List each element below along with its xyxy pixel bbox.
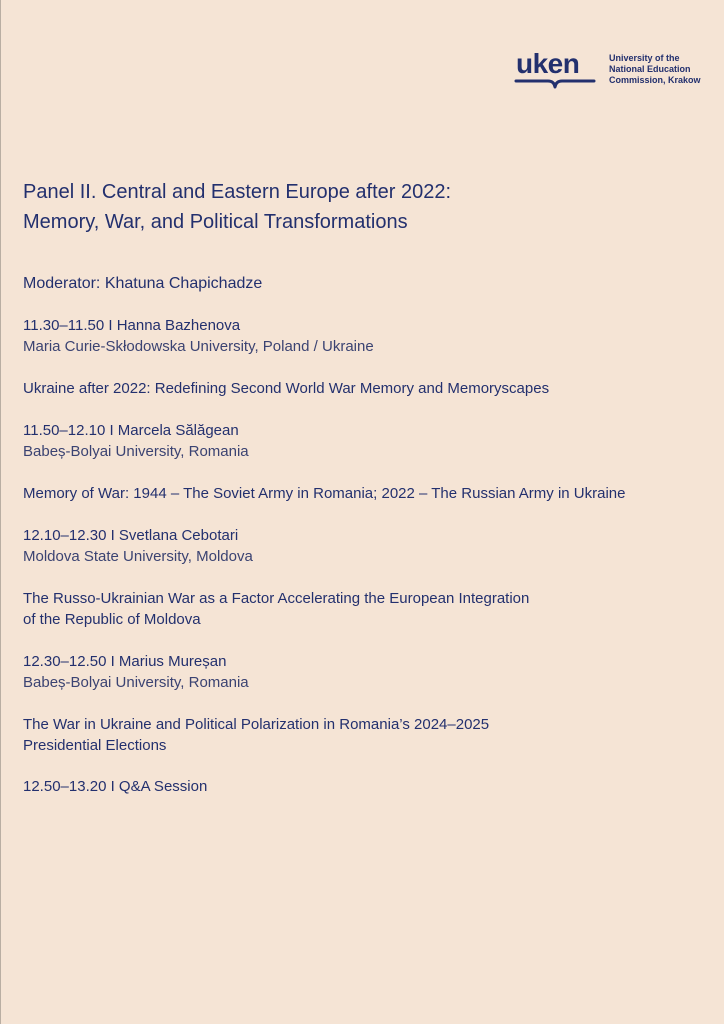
session-talk-title: Ukraine after 2022: Redefining Second World War Memory and Memoryscapes <box>23 380 550 397</box>
session-talk-title: The War in Ukraine and Political Polarization in Romania’s 2024–2025 Presidential Elections <box>23 716 490 754</box>
page-edge <box>0 0 1 1024</box>
session-3 <box>23 526 693 630</box>
qa-session: 12.50–13.20 I Q&A Session <box>23 778 208 795</box>
session-time-speaker: 12.10–12.30 I Svetlana Cebotari <box>23 527 239 544</box>
session-time-speaker: 11.50–12.10 I Marcela Sălăgean <box>23 422 239 439</box>
session-4 <box>23 652 693 756</box>
logo-underline-icon <box>516 79 594 89</box>
session-2 <box>23 421 693 504</box>
uken-logo <box>516 50 706 90</box>
institution-name: University of the National Education Commission, Krakow <box>609 53 701 85</box>
session-talk-title: The Russo-Ukrainian War as a Factor Accelerating the European Integration of the Republic of Moldova <box>23 590 530 628</box>
logo-wordmark: uken <box>516 48 580 79</box>
program-content <box>23 177 693 797</box>
session-affiliation: Moldova State University, Moldova <box>23 548 253 565</box>
session-talk-title: Memory of War: 1944 – The Soviet Army in Romania; 2022 – The Russian Army in Ukraine <box>23 485 626 502</box>
session-1 <box>23 316 693 399</box>
session-time-speaker: 11.30–11.50 I Hanna Bazhenova <box>23 317 241 334</box>
session-affiliation: Maria Curie-Skłodowska University, Poland / Ukraine <box>23 338 374 355</box>
session-affiliation: Babeș-Bolyai University, Romania <box>23 443 249 460</box>
session-time-speaker: 12.30–12.50 I Marius Mureșan <box>23 653 227 670</box>
moderator-line: Moderator: Khatuna Chapichadze <box>23 275 263 292</box>
session-affiliation: Babeș-Bolyai University, Romania <box>23 674 249 691</box>
panel-title: Panel II. Central and Eastern Europe after 2022: Memory, War, and Political Transformations <box>23 181 452 233</box>
